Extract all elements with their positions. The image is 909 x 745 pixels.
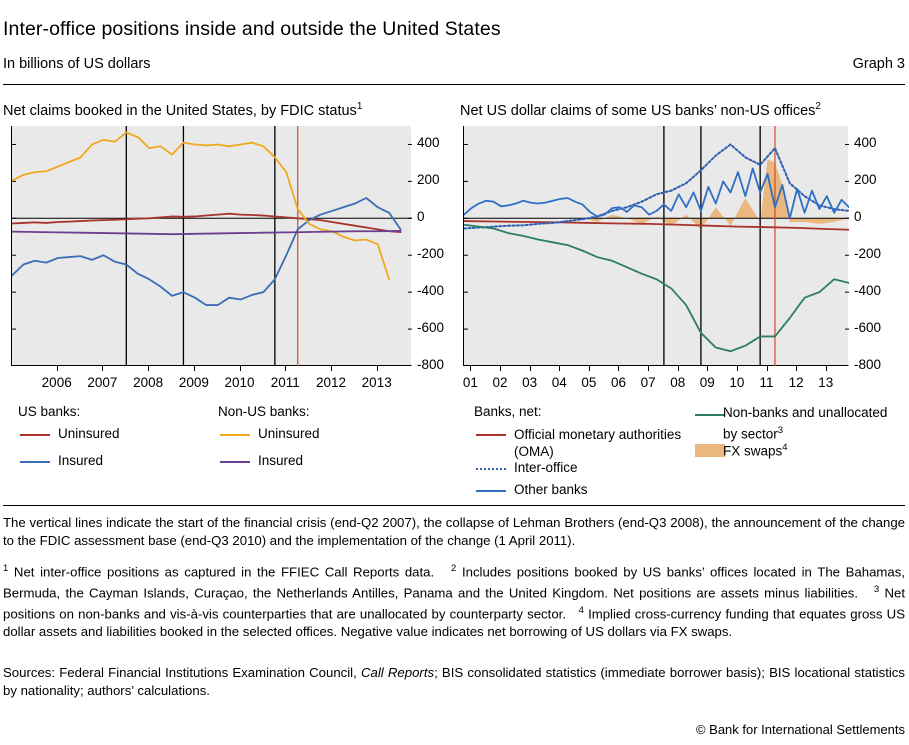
x-tick-mark xyxy=(470,366,471,371)
y-tick-label: -200 xyxy=(854,246,882,262)
legend-label-fx-swaps xyxy=(723,442,788,459)
footnote-3-num: 3 xyxy=(873,583,880,595)
x-tick-label: 04 xyxy=(551,375,567,390)
sources-label: Sources: xyxy=(3,665,56,680)
y-tick-label: 0 xyxy=(417,209,425,225)
legend-swatch-us-uninsured xyxy=(20,434,50,436)
x-tick-label: 2010 xyxy=(224,375,255,390)
footnote-3-text: Net positions on non-banks and vis-à-vis counterparties that are unallocated by counterparty sector. xyxy=(3,585,905,622)
sources-italic: Call Reports xyxy=(360,665,435,680)
x-tick-label: 12 xyxy=(788,375,804,390)
x-tick-mark xyxy=(148,366,149,371)
x-tick-label: 2011 xyxy=(270,375,300,390)
x-tick-label: 2012 xyxy=(315,375,347,390)
legend-label-us-uninsured: Uninsured xyxy=(58,426,120,441)
footnote-4-text: Implied cross-currency funding that equates gross US dollar assets and liabilities booked in the selected offices. Negative value indicates net borrowing of US dollars via FX swaps. xyxy=(3,606,905,639)
x-tick-mark xyxy=(377,366,378,371)
footnote-1-text: Net inter-office positions as captured in the FFIEC Call Reports data. xyxy=(13,564,435,580)
legend-label-other-banks: Other banks xyxy=(514,482,588,497)
y-tick-label: -600 xyxy=(417,320,445,336)
right-chart-plot xyxy=(463,126,848,366)
y-tick-label: -400 xyxy=(854,283,882,299)
footer-divider xyxy=(3,505,905,506)
x-tick-mark xyxy=(618,366,619,371)
legend-label-non-banks-text: Non-banks and unallocated by sector xyxy=(723,405,888,441)
left-panel-title xyxy=(3,101,362,119)
x-tick-label: 10 xyxy=(729,375,745,390)
x-tick-label: 08 xyxy=(670,375,686,390)
x-tick-label: 07 xyxy=(640,375,656,390)
legend-label-non-banks xyxy=(723,404,898,443)
right-panel-title xyxy=(460,101,821,119)
footnote-2-num: 2 xyxy=(451,563,457,574)
y-tick-label: 400 xyxy=(417,135,440,151)
x-tick-mark xyxy=(648,366,649,371)
footnote-4-num: 4 xyxy=(578,604,584,616)
left-panel-title-text: Net claims booked in the United States, by FDIC status xyxy=(3,102,357,119)
x-tick-label: 06 xyxy=(610,375,626,390)
x-tick-label: 2007 xyxy=(87,375,118,390)
x-tick-label: 09 xyxy=(699,375,715,390)
footnote-vertical-lines: The vertical lines indicate the start of the financial crisis (end-Q2 2007), the collapse of Lehman Brothers (end-Q3 2008), the announcement of the change to the FDIC assessment base (end-Q3 2010) and the implementation of the change (1 April 2011). xyxy=(3,515,905,548)
y-tick-label: 200 xyxy=(854,172,877,188)
legend-label-us-insured: Insured xyxy=(58,453,104,468)
y-tick-label: -800 xyxy=(417,357,445,372)
right-panel-title-text: Net US dollar claims of some US banks’ non-US offices xyxy=(460,102,816,119)
legend-label-fx-swaps-text: FX swaps xyxy=(723,443,783,459)
x-tick-mark xyxy=(826,366,827,371)
legend-label-oma-text: Official monetary authorities (OMA) xyxy=(514,427,682,459)
x-tick-label: 03 xyxy=(522,375,538,390)
right-panel-title-sup: 2 xyxy=(815,101,821,112)
right-legend-head: Banks, net: xyxy=(474,404,542,419)
x-tick-mark xyxy=(500,366,501,371)
legend-label-oma xyxy=(514,426,694,460)
legend-swatch-inter-office xyxy=(476,468,506,470)
x-tick-label: 11 xyxy=(759,375,774,390)
page-title: Inter-office positions inside and outside the United States xyxy=(3,18,501,40)
x-tick-mark xyxy=(796,366,797,371)
copyright: © Bank for International Settlements xyxy=(695,722,905,737)
left-chart-plot xyxy=(11,126,411,366)
x-tick-mark xyxy=(331,366,332,371)
legend-label-nonus-uninsured: Uninsured xyxy=(258,426,320,441)
x-tick-mark xyxy=(102,366,103,371)
y-tick-label: -600 xyxy=(854,320,882,336)
left-legend-head-nonus: Non-US banks: xyxy=(218,404,310,419)
sources-text-1: Federal Financial Institutions Examination Council, xyxy=(59,665,357,680)
legend-label-nonus-insured: Insured xyxy=(258,453,304,468)
x-tick-mark xyxy=(737,366,738,371)
y-tick-label: -200 xyxy=(417,246,445,262)
y-tick-label: -800 xyxy=(854,357,882,372)
footnote-numbered xyxy=(3,560,905,640)
left-panel-title-sup: 1 xyxy=(356,101,363,112)
y-tick-label: -400 xyxy=(417,283,445,299)
x-tick-mark xyxy=(589,366,590,371)
sources-text-2: ; BIS consolidated statistics (immediate borrower basis); BIS locational statistics by nationality; authors’ calculations. xyxy=(3,665,905,698)
left-legend-head-us: US banks: xyxy=(18,404,81,419)
x-tick-label: 13 xyxy=(818,375,834,390)
x-tick-label: 02 xyxy=(492,375,508,390)
x-tick-mark xyxy=(240,366,241,371)
x-tick-mark xyxy=(707,366,708,371)
x-tick-mark xyxy=(678,366,679,371)
x-tick-label: 2006 xyxy=(41,375,72,390)
x-tick-mark xyxy=(530,366,531,371)
x-tick-label: 2009 xyxy=(178,375,209,390)
y-tick-label: 200 xyxy=(417,172,440,188)
sources xyxy=(3,664,905,699)
x-tick-label: 01 xyxy=(462,375,478,390)
legend-swatch-other-banks xyxy=(476,490,506,492)
legend-label-fx-swaps-sup: 4 xyxy=(782,442,788,453)
x-tick-label: 2013 xyxy=(361,375,392,390)
legend-swatch-non-banks xyxy=(695,414,725,416)
y-tick-label: 400 xyxy=(854,135,877,151)
legend-label-non-banks-sup: 3 xyxy=(777,424,784,436)
y-tick-label: 0 xyxy=(854,209,862,225)
header-divider xyxy=(3,84,905,85)
x-tick-label: 2008 xyxy=(133,375,164,390)
x-tick-mark xyxy=(559,366,560,371)
graph-number: Graph 3 xyxy=(852,56,905,72)
footnote-2-text: Includes positions booked by US banks’ offices located in The Bahamas, Bermuda, the Cayman Islands, Curaçao, the Netherlands Antilles, Panama and the United Kingdom. Net positions are assets minus liabilities. xyxy=(3,564,905,601)
legend-swatch-nonus-uninsured xyxy=(220,434,250,436)
legend-swatch-us-insured xyxy=(20,461,50,463)
legend-label-inter-office: Inter-office xyxy=(514,460,578,475)
x-tick-label: 05 xyxy=(581,375,597,390)
x-tick-mark xyxy=(285,366,286,371)
x-tick-mark xyxy=(194,366,195,371)
units-subtitle: In billions of US dollars xyxy=(3,56,151,72)
legend-swatch-nonus-insured xyxy=(220,461,250,463)
legend-swatch-oma xyxy=(476,434,506,436)
legend-swatch-fx-swaps xyxy=(695,444,725,457)
footnote-1-num: 1 xyxy=(3,563,9,574)
x-tick-mark xyxy=(767,366,768,371)
x-tick-mark xyxy=(57,366,58,371)
